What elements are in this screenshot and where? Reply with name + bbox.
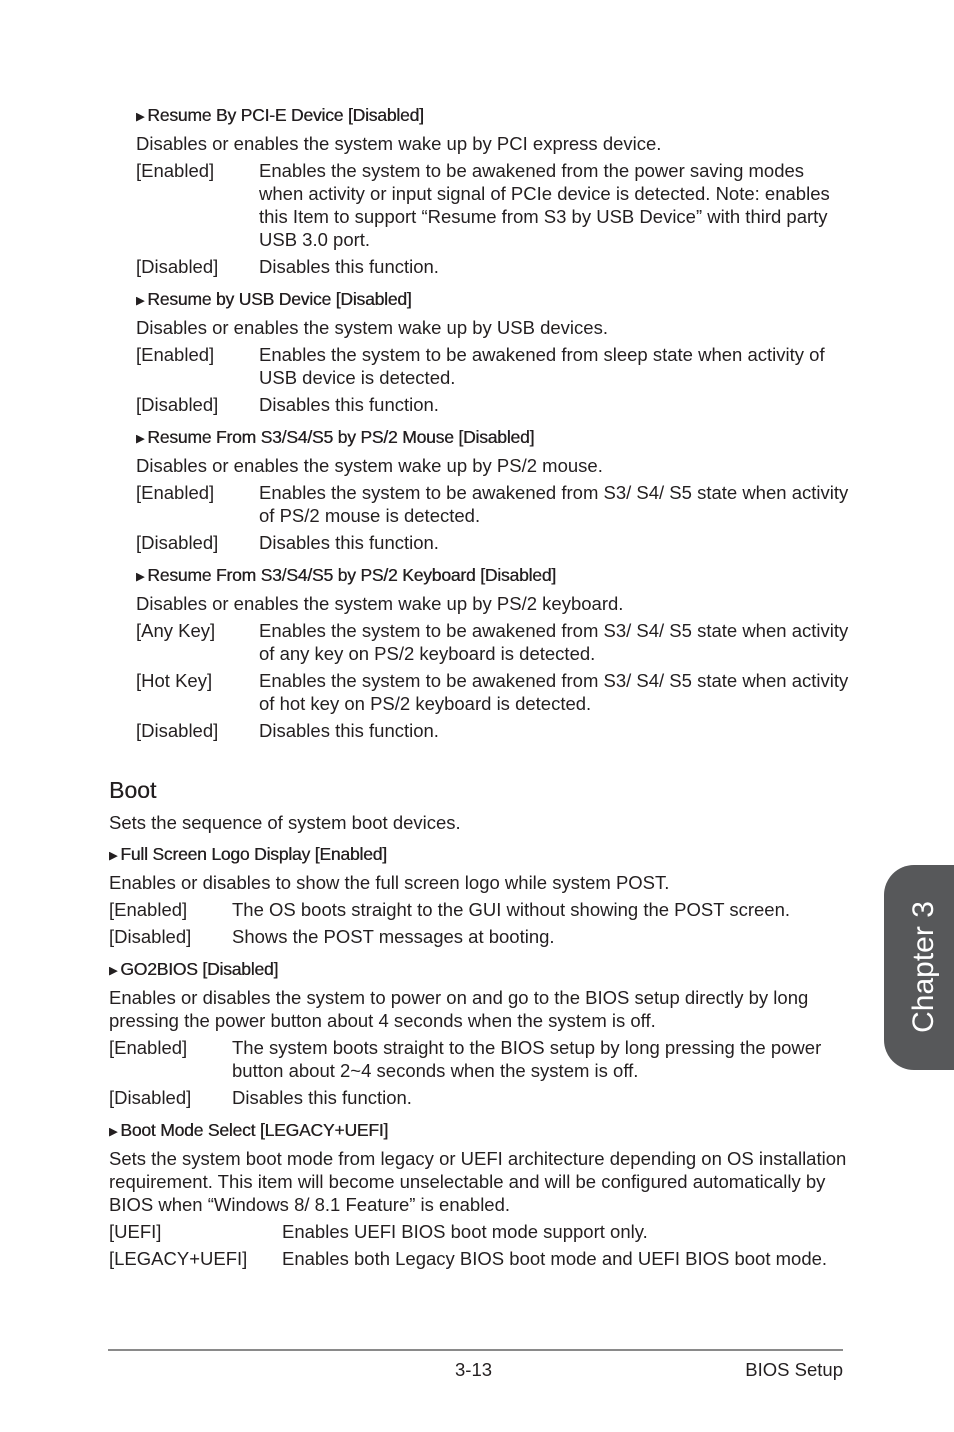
setting-description: Enables or disables the system to power on and go to the BIOS setup directly by long pressing the power button about 4 seconds when the system is off. xyxy=(109,987,809,1031)
setting-heading: ▶ Resume By PCI-E Device [Disabled] xyxy=(136,104,849,128)
section-title: Boot xyxy=(109,777,157,803)
setting-heading: ▶ Resume by USB Device [Disabled] xyxy=(136,288,849,312)
setting-resume-usb xyxy=(136,288,849,416)
option-key: [Disabled] xyxy=(109,1087,192,1108)
setting-description: Disables or enables the system wake up by PS/2 mouse. xyxy=(136,455,603,476)
option-key: [UEFI] xyxy=(109,1221,162,1242)
setting-resume-ps2-keyboard xyxy=(136,564,849,742)
option-value: Enables the system to be awakened from S3/ S4/ S5 state when activity of hot key on PS/2 keyboard is detected. xyxy=(259,670,849,714)
option-row xyxy=(136,669,849,715)
setting-description: Disables or enables the system wake up by USB devices. xyxy=(136,317,608,338)
option-row xyxy=(136,531,849,554)
setting-heading: ▶ Boot Mode Select [LEGACY+UEFI] xyxy=(109,1119,849,1143)
option-row xyxy=(109,925,849,948)
option-value: Enables both Legacy BIOS boot mode and UEFI BIOS boot mode. xyxy=(282,1248,828,1269)
setting-go2bios xyxy=(109,958,849,1109)
option-value: Enables UEFI BIOS boot mode support only. xyxy=(282,1221,648,1242)
chapter-label: Chapter 3 xyxy=(907,901,940,1033)
option-value: Shows the POST messages at booting. xyxy=(232,926,555,947)
setting-boot-mode-select xyxy=(109,1119,849,1270)
option-key: [Disabled] xyxy=(136,720,219,741)
option-row xyxy=(136,255,849,278)
option-value: Disables this function. xyxy=(259,256,439,277)
option-key: [Disabled] xyxy=(136,532,219,553)
option-value: The system boots straight to the BIOS setup by long pressing the power button about 2~4 seconds when the system is off. xyxy=(232,1037,822,1081)
option-value: The OS boots straight to the GUI without showing the POST screen. xyxy=(232,899,791,920)
triangle-right-icon: ▶ xyxy=(109,1126,118,1138)
setting-heading: ▶ Resume From S3/S4/S5 by PS/2 Keyboard [Disabled] xyxy=(136,564,849,588)
option-key: [Enabled] xyxy=(109,899,188,920)
option-row xyxy=(136,719,849,742)
triangle-right-icon: ▶ xyxy=(136,571,145,583)
triangle-right-icon: ▶ xyxy=(109,850,118,862)
option-key: [Hot Key] xyxy=(136,670,213,691)
option-key: [Enabled] xyxy=(136,482,215,503)
option-row xyxy=(136,343,849,389)
option-row xyxy=(109,1086,849,1109)
option-row xyxy=(109,1247,849,1270)
option-value: Disables this function. xyxy=(232,1087,412,1108)
option-value: Enables the system to be awakened from S3/ S4/ S5 state when activity of PS/2 mouse is detected. xyxy=(259,482,849,526)
option-key: [Any Key] xyxy=(136,620,216,641)
option-row xyxy=(109,1036,849,1082)
page-number: 3-13 xyxy=(455,1359,493,1380)
setting-resume-pcie xyxy=(136,104,849,278)
option-value: Enables the system to be awakened from sleep state when activity of USB device is detected. xyxy=(259,344,825,388)
setting-description: Enables or disables to show the full screen logo while system POST. xyxy=(109,872,670,893)
setting-heading: ▶ GO2BIOS [Disabled] xyxy=(109,958,849,982)
page-content xyxy=(109,104,849,1280)
option-value: Disables this function. xyxy=(259,532,439,553)
option-row xyxy=(109,898,849,921)
option-key: [Enabled] xyxy=(109,1037,188,1058)
option-key: [Enabled] xyxy=(136,344,215,365)
boot-section xyxy=(109,776,849,1270)
option-key: [LEGACY+UEFI] xyxy=(109,1248,248,1269)
option-key: [Disabled] xyxy=(109,926,192,947)
setting-description: Sets the system boot mode from legacy or UEFI architecture depending on OS installation requirement. This item will become unselectable and will be configured automatically by BIOS when “Windows 8/ 8.1 Feature” is enabled. xyxy=(109,1148,847,1215)
chapter-tab xyxy=(884,865,954,1070)
setting-heading: ▶ Resume From S3/S4/S5 by PS/2 Mouse [Disabled] xyxy=(136,426,849,450)
setting-description: Disables or enables the system wake up by PCI express device. xyxy=(136,133,662,154)
triangle-right-icon: ▶ xyxy=(136,433,145,445)
setting-full-screen-logo xyxy=(109,843,849,948)
option-row xyxy=(136,619,849,665)
option-row xyxy=(136,393,849,416)
triangle-right-icon: ▶ xyxy=(136,111,145,123)
option-value: Disables this function. xyxy=(259,720,439,741)
option-row xyxy=(136,159,849,251)
setting-description: Disables or enables the system wake up by PS/2 keyboard. xyxy=(136,593,624,614)
option-key: [Disabled] xyxy=(136,256,219,277)
setting-resume-ps2-mouse xyxy=(136,426,849,554)
triangle-right-icon: ▶ xyxy=(109,965,118,977)
option-value: Disables this function. xyxy=(259,394,439,415)
footer-section-title: BIOS Setup xyxy=(745,1359,843,1380)
section-description: Sets the sequence of system boot devices. xyxy=(109,812,461,833)
option-row xyxy=(109,1220,849,1243)
option-key: [Disabled] xyxy=(136,394,219,415)
option-value: Enables the system to be awakened from the power saving modes when activity or input signal of PCIe device is detected. Note: enables this Item to support “Resume from S3 by USB Device” with third party USB 3.0 port. xyxy=(259,160,830,250)
option-key: [Enabled] xyxy=(136,160,215,181)
resume-settings xyxy=(136,104,849,742)
option-row xyxy=(136,481,849,527)
setting-heading: ▶ Full Screen Logo Display [Enabled] xyxy=(109,843,849,867)
footer-divider xyxy=(108,1349,843,1351)
triangle-right-icon: ▶ xyxy=(136,295,145,307)
option-value: Enables the system to be awakened from S3/ S4/ S5 state when activity of any key on PS/2 keyboard is detected. xyxy=(259,620,849,664)
